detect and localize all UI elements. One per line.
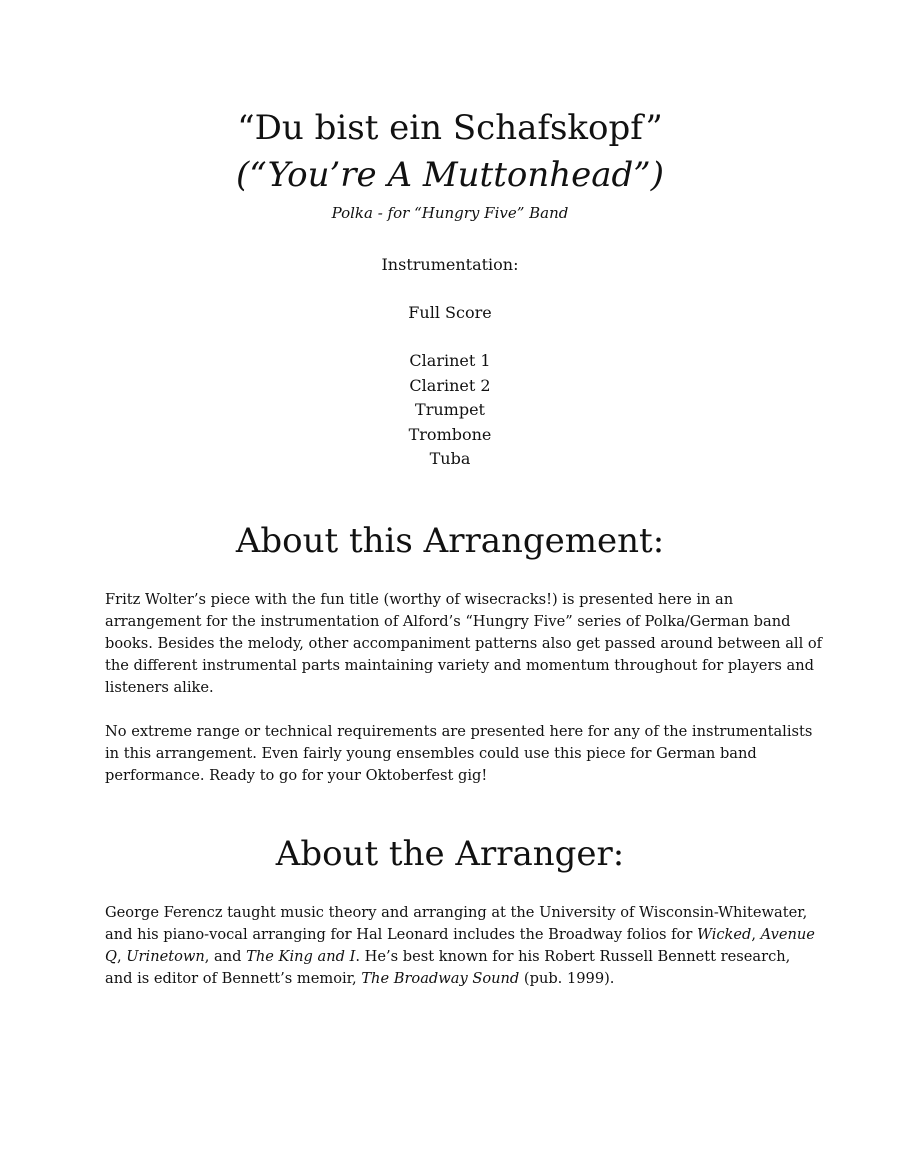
text-line: the different instrumental parts maintaining variety and momentum throughout for players and (105, 657, 814, 674)
instrument-part: Trombone (408, 424, 492, 444)
instrument-part: Trumpet (415, 400, 485, 419)
text-line: listeners alike. (105, 679, 214, 696)
piece-title: “Du bist ein Schafskopf” (237, 108, 663, 148)
text-line: books. Besides the melody, other accompaniment patterns also get passed around between all of (105, 635, 823, 652)
text-line: in this arrangement. Even fairly young ensembles could use this piece for German band (105, 745, 757, 762)
text-line (105, 924, 815, 946)
full-score-label: Full Score (408, 303, 492, 322)
instrument-part: Clarinet 2 (409, 375, 491, 395)
text-run: , (751, 926, 761, 943)
title-broadway-sound: The Broadway Sound (361, 970, 520, 987)
text-run: and his piano-vocal arranging for Hal Leonard includes the Broadway folios for (105, 926, 697, 943)
title-avenue-q-part2: Q (105, 948, 117, 965)
title-king-and-i: The King and I (246, 948, 356, 965)
text-run: and is editor of Bennett’s memoir, (105, 970, 362, 987)
text-line (105, 946, 805, 968)
text-run: , (116, 948, 127, 965)
piece-subtitle: (“You’re A Muttonhead”) (236, 155, 664, 195)
instrument-parts-list (0, 349, 900, 472)
text-line: George Ferencz taught music theory and arranging at the University of Wisconsin-Whitewater, (105, 904, 808, 921)
title-wicked: Wicked (696, 926, 752, 943)
instrumentation-heading: Instrumentation: (381, 255, 519, 274)
instrument-part: Tuba (429, 449, 471, 468)
text-line: arrangement for the instrumentation of Alford’s “Hungry Five” series of Polka/German band (105, 613, 791, 630)
text-line: No extreme range or technical requirements are presented here for any of the instrumentalists (105, 723, 813, 740)
title-avenue-q-part1: Avenue (760, 926, 815, 943)
about-arranger-paragraph (105, 902, 815, 990)
text-run: (pub. 1999). (519, 970, 615, 987)
about-arranger-heading: About the Arranger: (275, 834, 625, 874)
instrument-part: Clarinet 1 (409, 351, 491, 370)
piece-genre: Polka - for “Hungry Five” Band (331, 204, 569, 222)
text-line: performance. Ready to go for your Oktoberfest gig! (105, 767, 488, 784)
text-run: , and (204, 948, 247, 965)
text-line (105, 968, 805, 990)
text-line: Fritz Wolter’s piece with the fun title (worthy of wisecracks!) is presented here in an (105, 591, 734, 608)
about-arrangement-paragraph-2 (105, 721, 813, 787)
about-arrangement-paragraph-1 (105, 589, 823, 699)
about-arrangement-heading: About this Arrangement: (235, 521, 665, 561)
text-run: . He’s best known for his Robert Russell Bennett research, (355, 948, 791, 965)
title-urinetown: Urinetown (126, 948, 205, 965)
